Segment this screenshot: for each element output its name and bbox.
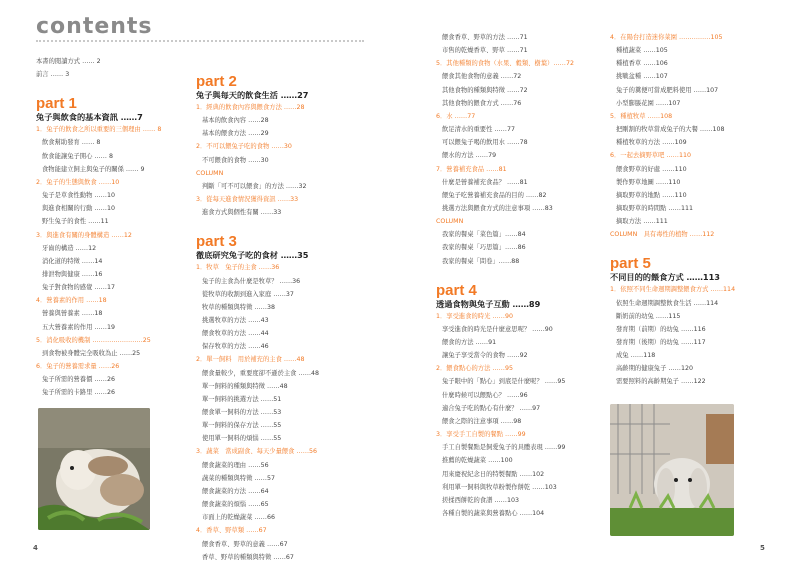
part-title: 徹底研究兔子吃的食材 ……35: [196, 250, 309, 261]
toc-entry[interactable]: 從牧草的收割到進入家庭 ……37: [202, 290, 294, 298]
toc-entry[interactable]: 蔬菜的種類與特徵 ……57: [202, 474, 275, 482]
toc-entry[interactable]: 種植香草 ……106: [616, 60, 668, 68]
toc-entry[interactable]: 摘取方法 ……111: [616, 218, 668, 226]
toc-entry[interactable]: 兔子所需的卡路里 ……26: [42, 389, 115, 397]
toc-entry[interactable]: 依照生命週期調整飲食生活 ……114: [616, 299, 719, 307]
toc-entry[interactable]: 牙齒的構造 ……12: [42, 244, 97, 252]
toc-section-heading[interactable]: 1．兔子的飲食之所以重要的三個理由 …… 8: [36, 126, 162, 134]
toc-entry[interactable]: 餵食之際的注意事項 ……98: [442, 417, 522, 425]
toc-entry[interactable]: 我家的餐桌「巧思篇」……86: [442, 244, 526, 252]
toc-entry[interactable]: 摘取野草的地點 ……110: [616, 191, 687, 199]
part-title: 兔子與飲食的基本資訊 ……7: [36, 112, 143, 123]
toc-entry[interactable]: 本書的閱讀方式 …… 2: [36, 58, 101, 65]
toc-entry[interactable]: 消化道的特徵 ……14: [42, 257, 103, 265]
part-label: part 1: [36, 95, 77, 113]
toc-entry[interactable]: 到食物被身體完全吸收為止 ……25: [42, 349, 141, 357]
toc-section-heading[interactable]: 6．兔子的營養需求量 ……26: [36, 363, 120, 370]
toc-entry[interactable]: 什麼時候可以餵點心？ ……96: [442, 391, 528, 399]
toc-entry[interactable]: 營養與營養素 ……18: [42, 310, 103, 318]
toc-section-heading[interactable]: 3．從每天進食情況獲得資訊 ……33: [196, 196, 299, 204]
toc-entry[interactable]: 其他食物的餵食方式 ……76: [442, 99, 522, 107]
toc-section-heading[interactable]: 7．營養補充食品 ……81: [436, 165, 507, 173]
toc-entry[interactable]: 單一飼料的種類與特徵 ……48: [202, 382, 288, 390]
toc-entry[interactable]: 把剛割的牧草當成兔子的大餐 ……108: [616, 126, 725, 134]
toc-entry[interactable]: 餵食蔬菜的方法 ……64: [202, 487, 269, 495]
toc-section-heading[interactable]: 3．蔬菜 當成副食、每天少量餵食 ……56: [196, 448, 318, 456]
part-title: 不同目的的餵食方式 ……113: [610, 272, 721, 283]
toc-entry[interactable]: 種植牧草的方法 ……109: [616, 139, 687, 147]
toc-section-heading[interactable]: 1．經典的飲食內容與餵食方法 ……28: [196, 104, 305, 111]
toc-entry[interactable]: 餵兔子吃營養補充食品的目的 ……82: [442, 191, 547, 199]
toc-section-heading[interactable]: 5．消化吸收的機制 ……………………25: [36, 336, 151, 344]
toc-entry[interactable]: 餵食量較少，重要度卻不遜於主食 ……48: [202, 369, 320, 377]
toc-entry[interactable]: 基本的餵食方法 ……29: [202, 130, 269, 138]
toc-section-heading[interactable]: 1．享受進食的時光 ……90: [436, 312, 513, 320]
toc-entry[interactable]: 進食方式與個性有關 ……33: [202, 209, 282, 217]
toc-entry[interactable]: 市售的乾燥香草、野草 ……71: [442, 47, 528, 55]
page-title: contents: [36, 14, 153, 39]
toc-entry[interactable]: 市面上的乾燥蔬菜 ……66: [202, 514, 275, 522]
toc-entry[interactable]: 挑選方法與餵食方式的注意事項 ……83: [442, 204, 553, 212]
toc-section-heading[interactable]: 2．不可以餵兔子吃的食物 ……30: [196, 143, 292, 151]
toc-column-label[interactable]: COLUMN: [436, 218, 464, 226]
part-label: part 4: [436, 281, 477, 299]
toc-entry[interactable]: 斷奶前的幼兔 ……115: [616, 312, 681, 320]
toc-entry[interactable]: 排泄物與健康 ……16: [42, 270, 103, 278]
toc-entry[interactable]: 餵食香草、野草的意義 ……67: [202, 540, 288, 548]
toc-entry[interactable]: 發育期（後期）的幼兔 ……117: [616, 339, 706, 346]
toc-entry[interactable]: 飲足清水的重要性 ……77: [442, 126, 515, 134]
toc-entry[interactable]: 前言 …… 3: [36, 71, 70, 79]
toc-entry[interactable]: 推薦的乾燥蔬菜 ……100: [442, 457, 513, 465]
toc-entry[interactable]: 小型膨脹花園 ……107: [616, 99, 681, 107]
toc-entry[interactable]: 餵食香草、野草的方法 ……71: [442, 34, 528, 41]
toc-entry[interactable]: 挑選牧草的方法 ……43: [202, 316, 269, 324]
toc-entry[interactable]: 野生兔子的食性 ……11: [42, 218, 109, 226]
toc-entry[interactable]: 可以餵兔子喝的飲用水 ……78: [442, 139, 528, 147]
toc-column-label[interactable]: COLUMN 具有毒性的植物 ……112: [610, 231, 715, 239]
toc-entry[interactable]: 兔子是草食性動物 ……10: [42, 192, 115, 200]
toc-entry[interactable]: 享受進食的時光是什麼意思呢？ ……90: [442, 325, 553, 333]
lop-rabbit-image: [610, 404, 734, 536]
toc-entry[interactable]: 用來慶祝紀念日的特製餐點 ……102: [442, 470, 545, 478]
toc-section-heading[interactable]: 2．單一飼料 用於補充的主食 ……48: [196, 356, 305, 364]
toc-section-heading[interactable]: 4．香草、野草類 ……67: [196, 527, 267, 535]
toc-entry[interactable]: 製作野草地圖 ……110: [616, 178, 681, 186]
toc-section-heading[interactable]: 6．一起去摘野草吧 ……110: [610, 152, 691, 160]
toc-entry[interactable]: 搓揉西餅乾的食譜 ……103: [442, 496, 519, 504]
toc-entry[interactable]: 飲食幫助發育 …… 8: [42, 139, 101, 147]
toc-entry[interactable]: 兔子的糞便可當成肥料使用 ……107: [616, 86, 719, 94]
toc-entry[interactable]: 種植蔬菜 ……105: [616, 47, 668, 55]
toc-section-heading[interactable]: 2．餵食點心的方法 ……95: [436, 365, 513, 373]
toc-entry[interactable]: 兔子對食物的感覺 ……17: [42, 284, 115, 292]
toc-section-heading[interactable]: 2．兔子的生態與飲食 ……10: [36, 178, 120, 186]
toc-entry[interactable]: 兔子眼中的「點心」到底是什麼呢？ ……95: [442, 378, 566, 386]
part-title: 兔子與每天的飲食生活 ……27: [196, 90, 309, 100]
toc-section-heading[interactable]: 1．牧草 兔子的主食 ……36: [196, 264, 280, 272]
toc-entry[interactable]: 挑戰盆種 ……107: [616, 73, 668, 81]
toc-entry[interactable]: 各種自製的蔬菜與營養點心 ……104: [442, 509, 545, 517]
toc-section-heading[interactable]: 4．在陽台打造迷你菜園 ……………105: [610, 34, 723, 41]
toc-entry[interactable]: 食物能建立飼主與兔子的關係 …… 9: [42, 165, 145, 173]
toc-entry[interactable]: 摘取野草的時間點 ……111: [616, 204, 693, 212]
toc-entry[interactable]: 飲食能讓兔子開心 …… 8: [42, 152, 113, 160]
toc-entry[interactable]: 單一飼料的挑選方法 ……51: [202, 395, 282, 403]
toc-entry[interactable]: 餵食牧草的方法 ……44: [202, 330, 269, 338]
toc-section-heading[interactable]: 4．營養素的作用 ……18: [36, 297, 107, 305]
toc-entry[interactable]: 單一飼料的保存方法 ……55: [202, 422, 282, 430]
part-title: 透過食物與兔子互動 ……89: [436, 298, 541, 309]
toc-entry[interactable]: 餵水的方法 ……79: [442, 152, 497, 160]
toc-entry[interactable]: 餵食單一飼料的方法 ……53: [202, 409, 282, 416]
toc-section-heading[interactable]: 3．與進食有關的身體構造 ……12: [36, 231, 132, 239]
toc-entry[interactable]: 兔子所需的營養價 ……26: [42, 376, 115, 384]
toc-column-label[interactable]: COLUMN: [196, 169, 224, 177]
toc-section-heading[interactable]: 5．種植牧草 ……108: [610, 112, 673, 120]
toc-entry[interactable]: 餵食蔬菜的理由 ……56: [202, 461, 269, 469]
toc-entry[interactable]: 利用單一飼料與牧草粉製作餅乾 ……103: [442, 483, 557, 491]
toc-entry[interactable]: 什麼是營養補充食品？ ……81: [442, 178, 528, 186]
toc-entry[interactable]: 發育期（前期）的幼兔 ……116: [616, 325, 706, 333]
toc-entry[interactable]: 讓兔子享受當令的食物 ……92: [442, 352, 528, 360]
toc-entry[interactable]: 需要照料的高齡期兔子 ……122: [616, 378, 706, 386]
page-number-left: 4: [33, 544, 38, 552]
toc-entry[interactable]: 不可餵食的食物 ……30: [202, 156, 269, 164]
toc-section-heading[interactable]: 1．依照不同生命週期調整餵食方式 ……114: [610, 286, 736, 294]
toc-entry[interactable]: 與進食相關的行動 ……10: [42, 205, 115, 213]
part-label: part 3: [196, 233, 237, 251]
title-divider: [36, 40, 364, 42]
toc-entry[interactable]: 兔子的主食為什麼是牧草？ ……36: [202, 277, 301, 285]
toc-entry[interactable]: 判斷「可不可以餵食」的方法 ……32: [202, 182, 307, 190]
rabbit-photo-left: [38, 408, 150, 530]
toc-entry[interactable]: 基本的飲食內容 ……28: [202, 117, 269, 125]
toc-entry[interactable]: 成兔 ……118: [616, 352, 656, 360]
toc-entry[interactable]: 五大營養素的作用 ……19: [42, 323, 115, 331]
toc-entry[interactable]: 手工自製餐點是飼愛兔子的具體表現 ……99: [442, 444, 566, 452]
toc-entry[interactable]: 餵食蔬菜的煩惱 ……65: [202, 501, 269, 509]
toc-entry[interactable]: 使用單一飼料的煩惱 ……55: [202, 435, 282, 443]
toc-entry[interactable]: 香草、野草的種類與特徵 ……67: [202, 553, 294, 561]
toc-entry[interactable]: 我家的餐桌「菜色篇」……84: [442, 231, 526, 239]
part-label: part 5: [610, 255, 651, 273]
toc-entry[interactable]: 餵食的方法 ……91: [442, 339, 497, 346]
toc-entry[interactable]: 高齡期的健康兔子 ……120: [616, 365, 693, 373]
toc-entry[interactable]: 保存牧草的方法 ……46: [202, 343, 269, 351]
rabbit-eating-greens-image: [38, 408, 150, 530]
toc-entry[interactable]: 牧草的種類與特徵 ……38: [202, 303, 275, 311]
toc-section-heading[interactable]: 6．水 ……77: [436, 112, 476, 120]
toc-entry[interactable]: 餵食野草的好處 ……110: [616, 165, 687, 173]
toc-entry[interactable]: 餵食其他食物的意義 ……72: [442, 73, 522, 81]
toc-section-heading[interactable]: 5．其他種類的食物（水果、穀類、樹葉）……72: [436, 60, 574, 68]
part-label: part 2: [196, 73, 237, 90]
toc-section-heading[interactable]: 3．享受手工自製的餐點 ……99: [436, 431, 526, 439]
rabbit-photo-right: [610, 404, 734, 536]
toc-entry[interactable]: 適合兔子吃的點心有什麼？ ……97: [442, 404, 541, 412]
toc-entry[interactable]: 我家的餐桌「問卷」……88: [442, 257, 520, 265]
toc-entry[interactable]: 其他食物的種類與特徵 ……72: [442, 86, 528, 94]
page-number-right: 5: [760, 544, 765, 552]
